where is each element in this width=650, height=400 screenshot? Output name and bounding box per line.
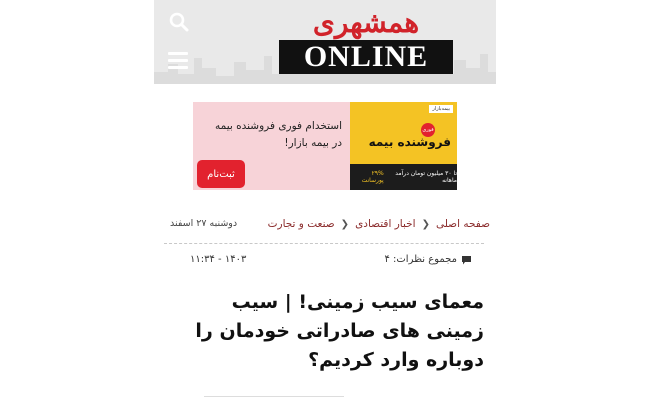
ad-visual-panel — [350, 102, 457, 190]
site-logo[interactable] — [279, 6, 453, 72]
content-divider — [204, 396, 344, 397]
publish-date: دوشنبه ۲۷ اسفند — [170, 218, 238, 229]
ad-badge: فوری — [421, 123, 435, 137]
ad-brand-label: بیمه‌بازار — [429, 105, 453, 113]
advertisement-banner[interactable] — [193, 102, 457, 190]
comment-count[interactable] — [384, 254, 472, 265]
article-title: معمای سیب زمینی! | سیب زمینی های صادراتی خودمان را دوباره وارد کردیم؟ — [195, 291, 484, 371]
comment-count-text: مجموع نظرات: ۴ — [384, 254, 457, 265]
page — [154, 0, 496, 400]
comment-icon — [461, 255, 472, 265]
site-header — [154, 0, 496, 84]
ad-info-bar — [350, 164, 457, 190]
ad-signup-button[interactable]: ثبت‌نام — [197, 160, 245, 188]
ad-commission-text: ۲۹% پورسانت — [361, 170, 384, 184]
dashed-divider — [164, 243, 484, 244]
ad-income-text: تا ۳۰ میلیون تومان درآمد ماهانه — [395, 170, 457, 184]
ad-message-panel — [193, 102, 350, 190]
hamburger-menu-icon[interactable] — [168, 52, 188, 70]
ad-text: استخدام فوری فروشنده بیمه در بیمه بازار! — [215, 120, 342, 149]
chevron-left-icon: ❮ — [340, 218, 350, 230]
logo-online-text: ONLINE — [279, 40, 453, 74]
breadcrumb-economy[interactable]: اخبار اقتصادی — [355, 218, 416, 230]
publish-time: ۱۴۰۳ - ۱۱:۳۴ — [190, 254, 247, 265]
search-icon[interactable] — [168, 11, 190, 33]
logo-persian-text: همشهری — [312, 5, 420, 39]
breadcrumb-industry[interactable]: صنعت و تجارت — [267, 218, 335, 230]
breadcrumb-home[interactable]: صفحه اصلی — [435, 218, 490, 230]
ad-title: فروشنده بیمه — [368, 135, 451, 149]
chevron-left-icon: ❮ — [421, 218, 430, 230]
